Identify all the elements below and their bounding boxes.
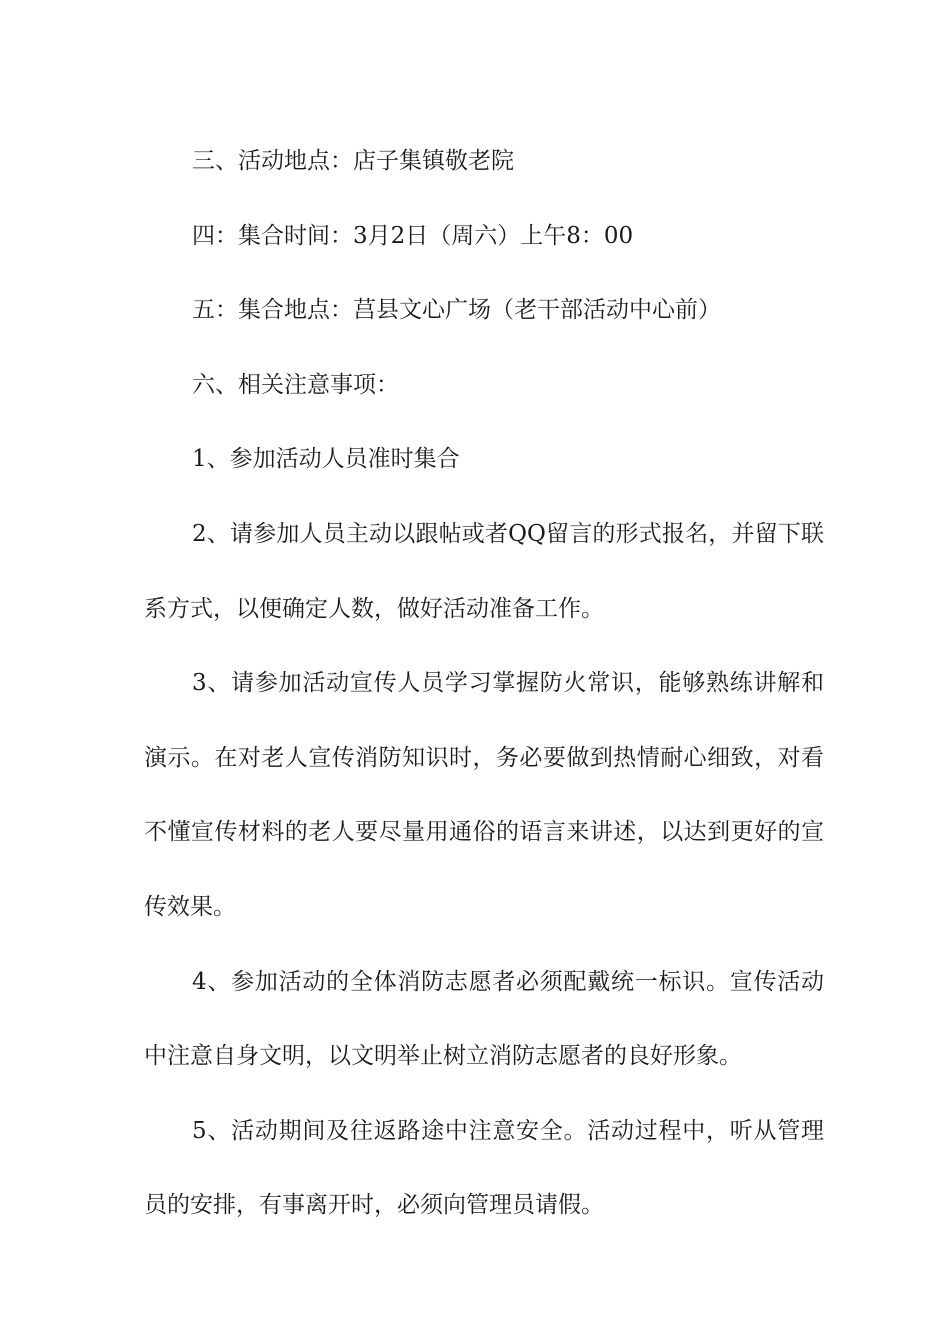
paragraph-notes-heading: 六、相关注意事项： <box>192 371 399 398</box>
paragraph-gathering-time: 四：集合时间：3月2日（周六）上午8：00 <box>192 222 634 249</box>
paragraph-note-3: 3、请参加活动宣传人员学习掌握防火常识，能够熟练讲解和演示。在对老人宣传消防知识时，务必要做到热情耐心细致，对看不懂宣传材料的老人要尽量用通俗的语言来讲述，以达到更好的宣传效果。 <box>144 670 824 920</box>
document-body <box>144 124 824 1243</box>
paragraph-note-5: 5、活动期间及往返路途中注意安全。活动过程中，听从管理员的安排，有事离开时，必须向管理员请假。 <box>144 1117 824 1219</box>
paragraph-activity-location: 三、活动地点：店子集镇敬老院 <box>192 148 514 174</box>
paragraph-note-1: 1、参加活动人员准时集合 <box>192 446 460 473</box>
paragraph-gathering-place: 五：集合地点：莒县文心广场（老干部活动中心前） <box>192 297 721 324</box>
paragraph-note-2: 2、请参加人员主动以跟帖或者QQ留言的形式报名，并留下联系方式，以便确定人数，做好活动准备工作。 <box>144 520 824 622</box>
paragraph-note-4: 4、参加活动的全体消防志愿者必须配戴统一标识。宣传活动中注意自身文明，以文明举止树立消防志愿者的良好形象。 <box>144 968 824 1070</box>
